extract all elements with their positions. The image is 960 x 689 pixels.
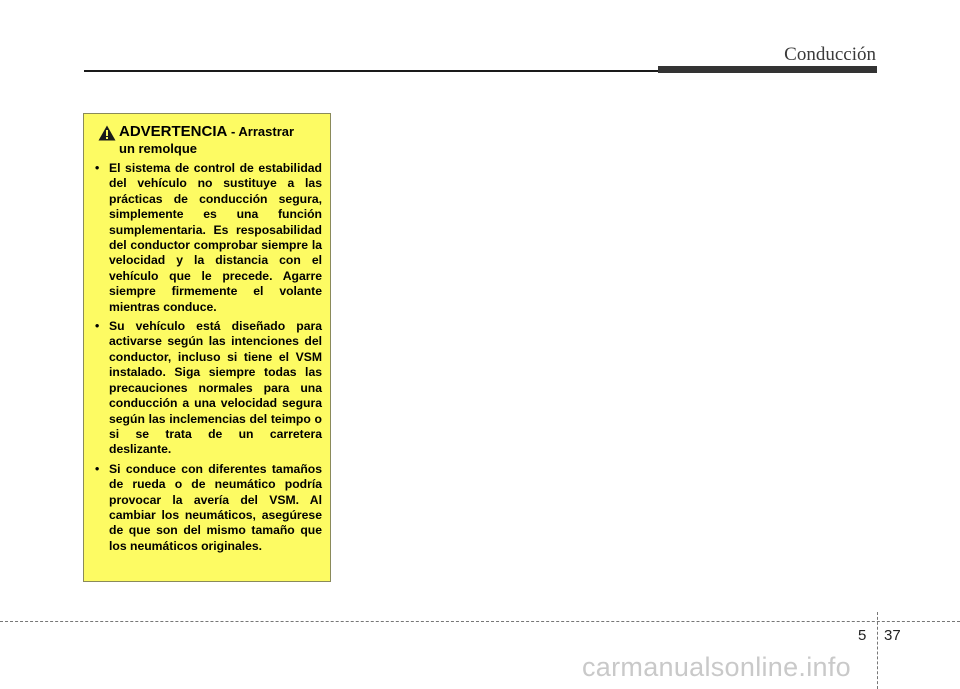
watermark: carmanualsonline.info <box>582 652 851 682</box>
header-rule-thin <box>84 70 660 72</box>
warning-item <box>93 319 322 458</box>
warning-list <box>93 161 322 554</box>
chapter-number: 5 <box>858 627 867 644</box>
footer-rule <box>0 621 960 622</box>
warning-box <box>83 113 331 582</box>
warning-dash: - <box>227 124 239 139</box>
warning-item <box>93 161 322 315</box>
bullet: • <box>95 319 100 334</box>
bullet: • <box>95 161 100 175</box>
bullet: • <box>95 461 100 476</box>
warning-triangle-icon <box>98 125 116 141</box>
warning-subtitle-line2: un remolque <box>119 141 198 156</box>
warning-item-text: Si conduce con diferentes tamaños de rueda o de neumático podría provocar la avería del VSM. Al cambiar los neumáticos, asegúrese de que son del mismo tamaño que los neumáticos originales. <box>109 461 322 553</box>
warning-item-text: El sistema de control de estabilidad del vehículo no sustituye a las prácticas de conducción segura, simplemente es una función sumplementaria. Es resposabilidad del conductor comprobar siempre la velocidad y la distancia con el vehículo que le precede. Agarre siempre firmemente el volante mientras conduce. <box>109 161 322 314</box>
warning-header <box>93 123 322 157</box>
header-rule-thick <box>658 66 877 73</box>
warning-title: ADVERTENCIA <box>119 123 228 140</box>
warning-subtitle-line1: Arrastrar <box>238 124 295 139</box>
page-number: 37 <box>884 627 901 644</box>
section-title: Conducción <box>784 44 876 65</box>
footer-vline <box>877 612 878 689</box>
warning-item <box>93 462 322 554</box>
warning-item-text: Su vehículo está diseñado para activarse según las intenciones del conductor, incluso si tiene el VSM instalado. Siga siempre todas las precauciones normales para una conducción a una velocidad segura según las inclemencias del teimpo o si se trata de un carretera deslizante. <box>109 319 322 457</box>
